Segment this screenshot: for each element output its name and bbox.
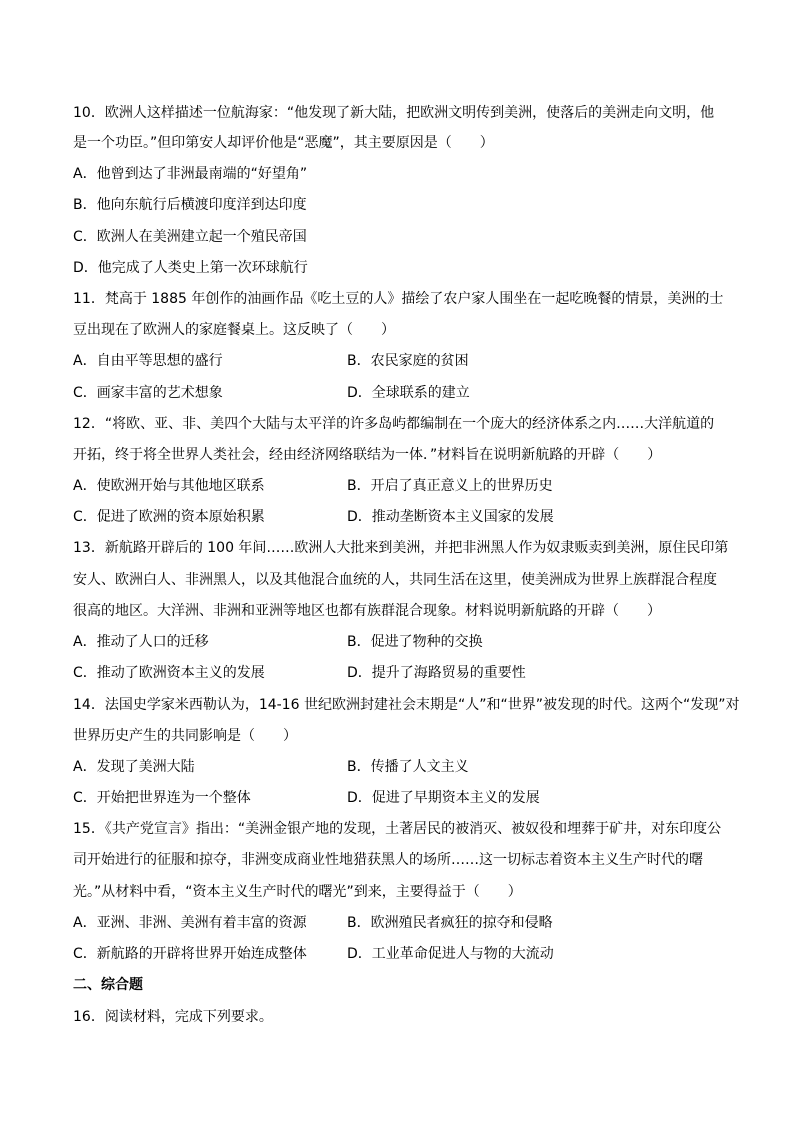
q13-option-b: B．促进了物种的交换 [347,634,483,650]
q13-option-a: A．推动了人口的迁移 [73,634,209,650]
q14-option-c: C．开始把世界连为一个整体 [73,790,251,806]
q13-stem-line-3: 很高的地区。大洋洲、非洲和亚洲等地区也都有族群混合现象。材料说明新航路的开辟（ ） [73,603,661,619]
q16-stem: 16．阅读材料，完成下列要求。 [73,1009,273,1025]
q15-option-c: C．新航路的开辟将世界开始连成整体 [73,946,307,962]
q15-stem-line-2: 司开始进行的征服和掠夺，非洲变成商业性地猎获黑人的场所……这一切标志着资本主义生产时代的曙 [73,852,703,868]
q15-option-d: D．工业革命促进人与物的大流动 [347,946,554,962]
q11-options-row-2 [73,383,470,403]
q13-option-d: D．提升了海路贸易的重要性 [347,665,526,681]
q12-options-row-1 [73,476,553,496]
q13-stem-line-1: 13．新航路开辟后的 100 年间……欧洲人大批来到美洲，并把非洲黑人作为奴隶贩卖到美洲，原住民印第 [73,540,729,556]
q14-options-row-2 [73,788,540,808]
q10-option-b: B．他向东航行后横渡印度洋到达印度 [73,197,307,213]
q14-option-b: B．传播了人文主义 [347,759,469,775]
q12-option-b: B．开启了真正意义上的世界历史 [347,478,553,494]
q15-stem-line-1: 15．《共产党宣言》指出：“美洲金银产地的发现，土著居民的被消灭、被奴役和埋葬于矿井，对东印度公 [73,821,722,837]
q13-option-c: C．推动了欧洲资本主义的发展 [73,665,265,681]
q12-option-d: D．推动垄断资本主义国家的发展 [347,509,554,525]
q14-options-row-1 [73,757,469,777]
q11-option-b: B．农民家庭的贫困 [347,353,469,369]
q12-stem-line-1: 12．“将欧、亚、非、美四个大陆与太平洋的许多岛屿都编制在一个庞大的经济体系之内……大洋航道的 [73,416,715,432]
q14-option-d: D．促进了早期资本主义的发展 [347,790,540,806]
q15-option-b: B．欧洲殖民者疯狂的掠夺和侵略 [347,915,553,931]
q12-options-row-2 [73,507,554,527]
q14-option-a: A．发现了美洲大陆 [73,759,195,775]
q14-stem-line-1: 14．法国史学家米西勒认为，14-16 世纪欧洲封建社会末期是“人”和“世界”被发现的时代。这两个“发现”对 [73,697,740,713]
q10-option-c: C．欧洲人在美洲建立起一个殖民帝国 [73,229,307,245]
q11-option-c: C．画家丰富的艺术想象 [73,385,223,401]
q11-options-row-1 [73,351,469,371]
q14-stem-line-2: 世界历史产生的共同影响是（ ） [73,728,297,744]
q15-option-a: A．亚洲、非洲、美洲有着丰富的资源 [73,915,307,931]
q11-option-a: A．自由平等思想的盛行 [73,353,223,369]
q13-stem-line-2: 安人、欧洲白人、非洲黑人，以及其他混合血统的人，共同生活在这里，使美洲成为世界上族群混合程度 [73,572,717,588]
q15-options-row-1 [73,913,553,933]
q12-stem-line-2: 开拓，终于将全世界人类社会，经由经济网络联结为一体．”材料旨在说明新航路的开辟（ ） [73,447,662,463]
q15-stem-line-3: 光。”从材料中看，“资本主义生产时代的曙光”到来，主要得益于（ ） [73,884,522,900]
q11-stem-line-1: 11．梵高于 1885 年创作的油画作品《吃土豆的人》描绘了农户家人围坐在一起吃晚餐的情景，美洲的士 [73,291,724,307]
q12-option-a: A．使欧洲开始与其他地区联系 [73,478,265,494]
q10-option-d: D．他完成了人类史上第一次环球航行 [73,260,308,276]
q12-option-c: C．促进了欧洲的资本原始积累 [73,509,265,525]
q10-stem-line-2: 是一个功臣。”但印第安人却评价他是“恶魔”，其主要原因是（ ） [73,135,494,151]
q13-options-row-1 [73,632,483,652]
q10-stem-line-1: 10．欧洲人这样描述一位航海家：“他发现了新大陆，把欧洲文明传到美洲，使落后的美洲走向文明，他 [73,105,715,121]
q13-options-row-2 [73,663,526,683]
q11-option-d: D．全球联系的建立 [347,385,470,401]
q15-options-row-2 [73,944,554,964]
q10-option-a: A．他曾到达了非洲最南端的“好望角” [73,166,308,182]
q11-stem-line-2: 豆出现在了欧洲人的家庭餐桌上。这反映了（ ） [73,322,395,338]
section-title: 二、综合题 [73,977,143,993]
